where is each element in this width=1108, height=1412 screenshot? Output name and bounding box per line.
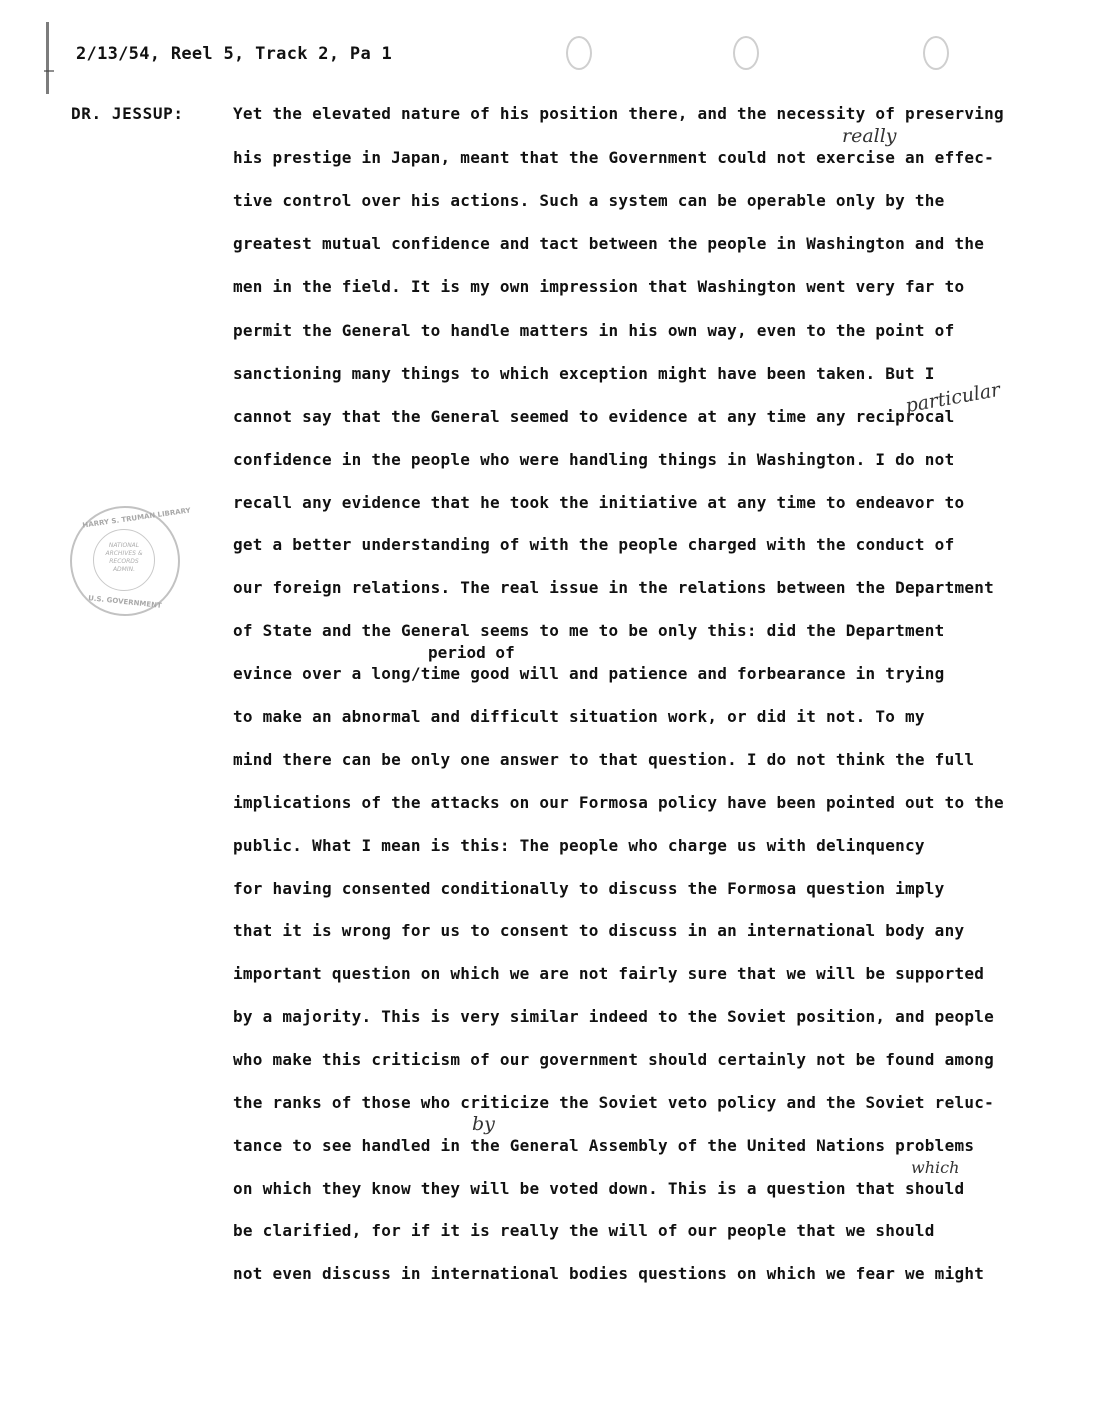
transcript-line: important question on which we are not fairly sure that we will be supported — [233, 964, 985, 983]
transcript-line: his prestige in Japan, meant that the Government could not exercise an effec- — [233, 148, 994, 167]
transcript-line: of State and the General seems to me to be only this: did the Department — [233, 621, 945, 640]
stamp-center-text: NATIONAL ARCHIVES & RECORDS ADMIN. — [105, 542, 143, 573]
transcript-line: that it is wrong for us to consent to discuss in an international body any — [233, 921, 965, 940]
handwritten-insert-particular: particular — [903, 378, 1002, 418]
transcript-line: implications of the attacks on our Formosa policy have been pointed out to the — [233, 793, 1004, 812]
handwritten-insert-really: really — [842, 125, 897, 147]
transcript-line: tance to see handled in the General Assembly of the United Nations problems — [233, 1136, 975, 1155]
transcript-line: cannot say that the General seemed to evidence at any time any reciprocal — [233, 407, 955, 426]
transcript-line: on which they know they will be voted down. This is a question that should — [233, 1179, 965, 1198]
transcript-line: permit the General to handle matters in his own way, even to the point of — [233, 321, 955, 340]
transcript-line: get a better understanding of with the people charged with the conduct of — [233, 535, 955, 554]
page-header: 2/13/54, Reel 5, Track 2, Pa 1 — [76, 44, 393, 64]
transcript-line: mind there can be only one answer to that question. I do not think the full — [233, 750, 975, 769]
speaker-label: DR. JESSUP: — [71, 104, 184, 123]
transcript-line: public. What I mean is this: The people who charge us with delinquency — [233, 836, 925, 855]
stamp-ring-bottom-text: U.S. GOVERNMENT — [87, 594, 163, 610]
typed-insert-period-of: period of — [428, 643, 515, 662]
transcript-line: who make this criticism of our government should certainly not be found among — [233, 1050, 994, 1069]
handwritten-insert-which: which — [911, 1158, 960, 1177]
handwritten-insert-by: by — [472, 1113, 495, 1135]
stamp-ring-top-text: HARRY S. TRUMAN LIBRARY — [81, 506, 192, 530]
transcript-line: greatest mutual confidence and tact between the people in Washington and the — [233, 234, 985, 253]
punch-hole — [566, 36, 592, 70]
transcript-line: sanctioning many things to which exception might have been taken. But I — [233, 364, 935, 383]
transcript-line: for having consented conditionally to discuss the Formosa question imply — [233, 879, 945, 898]
transcript-line: by a majority. This is very similar indeed to the Soviet position, and people — [233, 1007, 994, 1026]
transcript-line: men in the field. It is my own impression that Washington went very far to — [233, 277, 965, 296]
punch-hole — [923, 36, 949, 70]
transcript-line: Yet the elevated nature of his position there, and the necessity of preserving — [233, 104, 1004, 123]
transcript-line: to make an abnormal and difficult situation work, or did it not. To my — [233, 707, 925, 726]
transcript-line: confidence in the people who were handling things in Washington. I do not — [233, 450, 955, 469]
transcript-line: be clarified, for if it is really the will of our people that we should — [233, 1221, 935, 1240]
transcript-line: evince over a long/time good will and patience and forbearance in trying — [233, 664, 945, 683]
transcript-line: tive control over his actions. Such a system can be operable only by the — [233, 191, 945, 210]
punch-hole — [733, 36, 759, 70]
transcript-line: our foreign relations. The real issue in the relations between the Department — [233, 578, 994, 597]
archive-stamp — [70, 506, 192, 616]
margin-mark-tick — [44, 70, 54, 72]
transcript-line: not even discuss in international bodies questions on which we fear we might — [233, 1264, 985, 1283]
margin-mark — [46, 22, 49, 94]
transcript-line: the ranks of those who criticize the Soviet veto policy and the Soviet reluc- — [233, 1093, 994, 1112]
transcript-line: recall any evidence that he took the initiative at any time to endeavor to — [233, 493, 965, 512]
